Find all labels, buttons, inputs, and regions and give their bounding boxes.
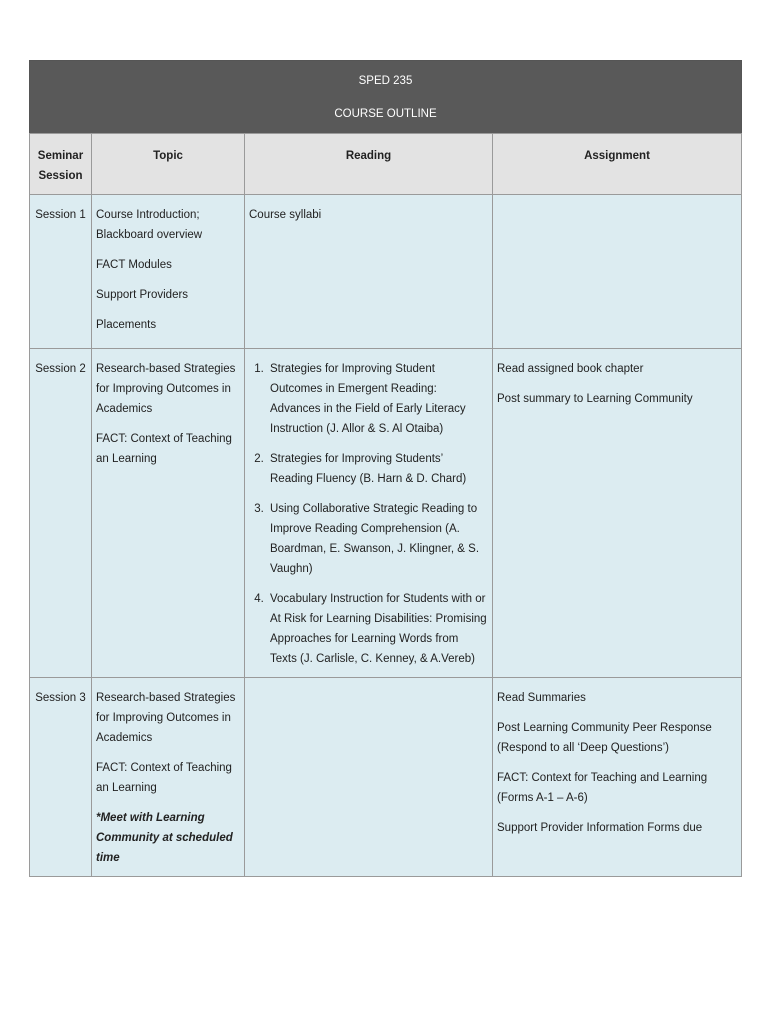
topic-item: Research-based Strategies for Improving Outcomes in Academics — [96, 363, 236, 415]
session-label: Session 2 — [30, 349, 92, 678]
topic-cell — [92, 349, 245, 678]
assignment-cell — [493, 349, 742, 678]
column-header-reading: Reading — [245, 134, 493, 195]
assignment-cell — [493, 195, 742, 349]
topic-cell — [92, 678, 245, 877]
topic-item: FACT: Context of Teaching an Learning — [96, 433, 232, 465]
session-label: Session 1 — [30, 195, 92, 349]
assignment-item: Read assigned book chapter — [497, 363, 644, 375]
assignment-item: Post summary to Learning Community — [497, 393, 693, 405]
reading-cell — [245, 195, 493, 349]
assignment-item: FACT: Context for Teaching and Learning (Forms A-1 – A-6) — [497, 772, 708, 804]
course-outline-title: COURSE OUTLINE — [334, 107, 437, 120]
reading-list — [249, 359, 488, 669]
course-code: SPED 235 — [358, 74, 413, 87]
table-row-session-3 — [30, 678, 742, 877]
title-banner — [30, 61, 742, 134]
reading-item: Course syllabi — [249, 209, 322, 221]
topic-item: Research-based Strategies for Improving Outcomes in Academics — [96, 692, 236, 744]
reading-cell — [245, 349, 493, 678]
reading-item: 4. Vocabulary Instruction for Students with or At Risk for Learning Disabilities: Promising Approaches for Learning Words from Texts (J. Carlisle, C. Kenney, & A.Vereb) — [267, 589, 488, 669]
reading-item: 2. Strategies for Improving Students’ Reading Fluency (B. Harn & D. Chard) — [267, 449, 488, 489]
assignment-item: Read Summaries — [497, 692, 586, 704]
topic-item: FACT: Context of Teaching an Learning — [96, 762, 232, 794]
topic-item: FACT Modules — [96, 259, 172, 271]
topic-item: Placements — [96, 319, 157, 331]
assignment-cell — [493, 678, 742, 877]
topic-item: Support Providers — [96, 289, 189, 301]
column-header-row — [30, 134, 742, 195]
reading-cell — [245, 678, 493, 877]
column-header-topic: Topic — [92, 134, 245, 195]
table-row-session-1 — [30, 195, 742, 349]
course-outline-table — [29, 60, 742, 877]
topic-item: Course Introduction; Blackboard overview — [96, 209, 203, 241]
table-row-session-2 — [30, 349, 742, 678]
assignment-item: Post Learning Community Peer Response (Respond to all ‘Deep Questions’) — [497, 722, 712, 754]
reading-item: 3. Using Collaborative Strategic Reading to Improve Reading Comprehension (A. Boardman, E. Swanson, J. Klingner, & S. Vaughn) — [267, 499, 488, 579]
course-outline-document — [29, 60, 741, 877]
column-header-assignment: Assignment — [493, 134, 742, 195]
reading-item: 1. Strategies for Improving Student Outcomes in Emergent Reading: Advances in the Field of Early Literacy Instruction (J. Allor & S. Al Otaiba) — [267, 359, 488, 439]
title-banner-cell — [30, 61, 742, 134]
column-header-session: Seminar Session — [30, 134, 92, 195]
session-label: Session 3 — [30, 678, 92, 877]
meeting-note: *Meet with Learning Community at scheduled time — [96, 812, 233, 864]
assignment-item: Support Provider Information Forms due — [497, 822, 703, 834]
topic-cell — [92, 195, 245, 349]
